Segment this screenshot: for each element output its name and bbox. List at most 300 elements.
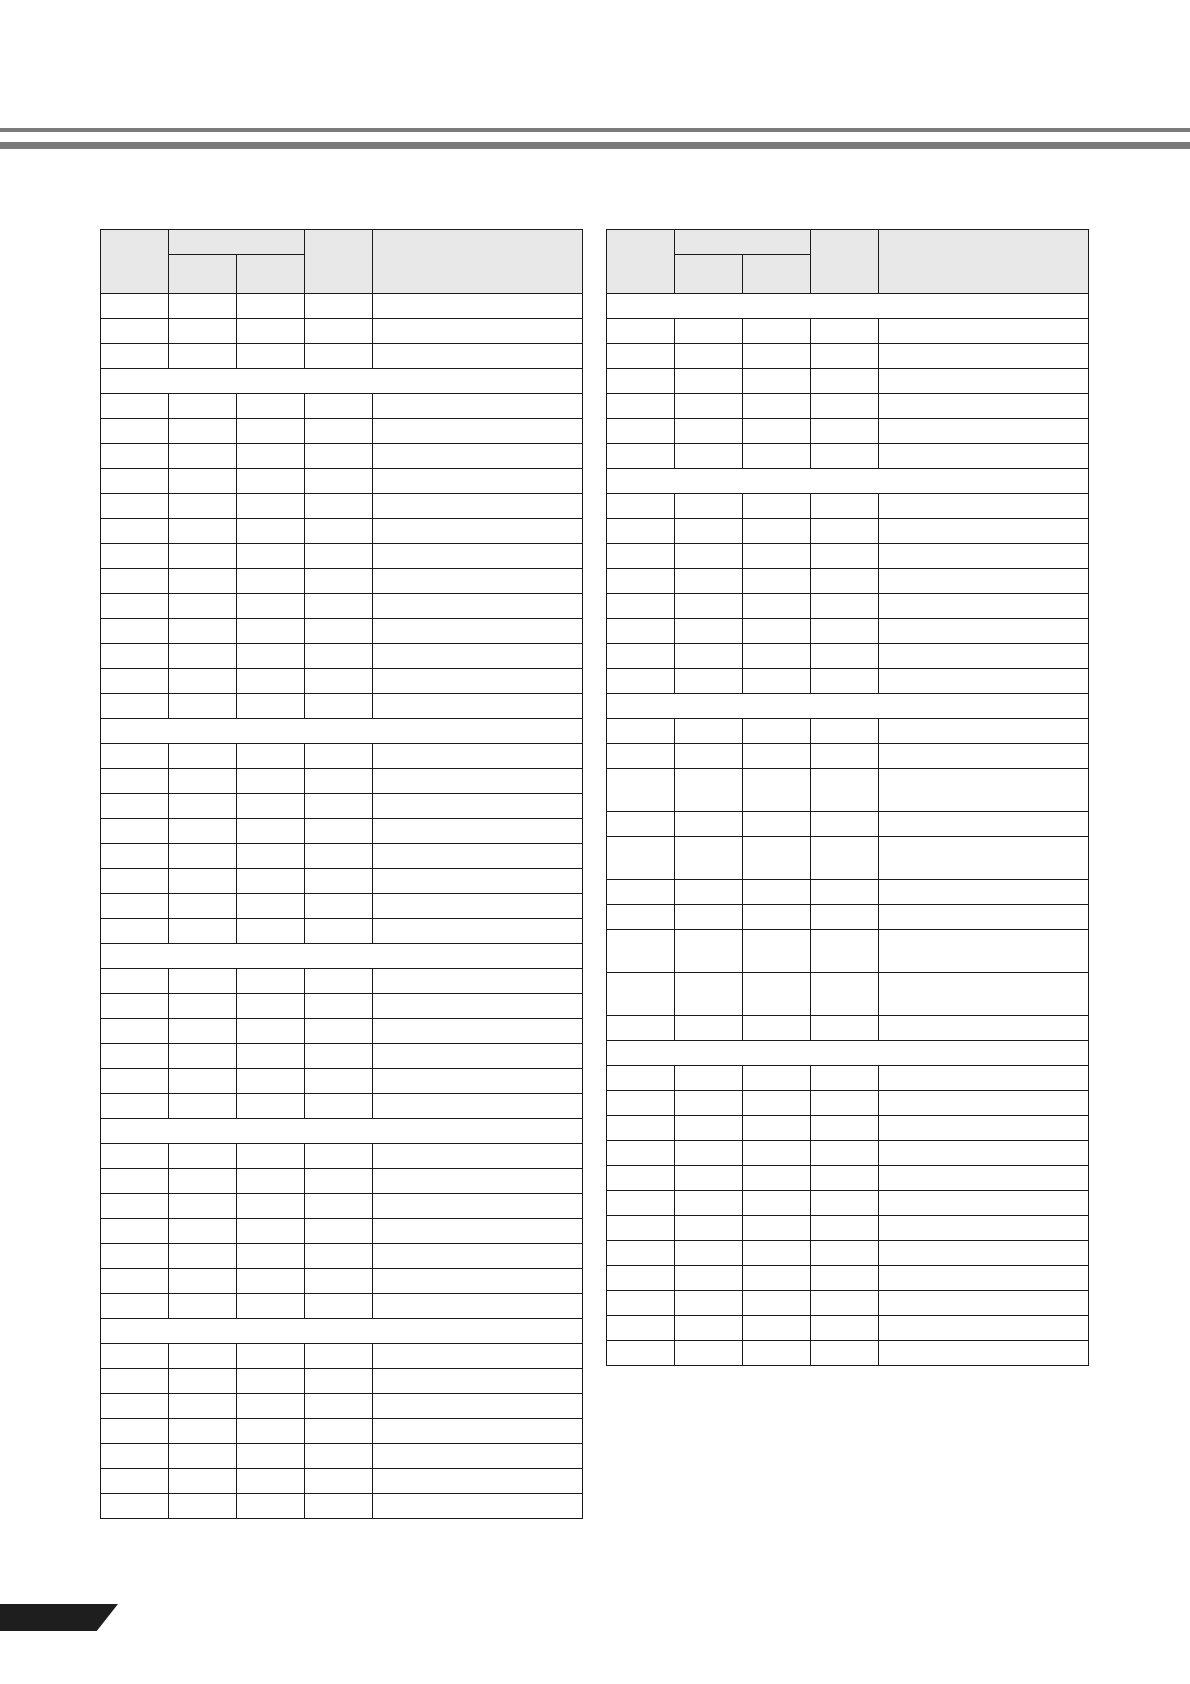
table-row (101, 1344, 583, 1369)
table-cell (101, 1019, 169, 1044)
table-cell (305, 894, 373, 919)
table-cell (237, 419, 305, 444)
table-cell (879, 769, 1089, 812)
table-cell (373, 819, 583, 844)
table-cell (675, 1291, 743, 1316)
table-cell (101, 494, 169, 519)
section-row (101, 944, 583, 969)
table-cell (101, 319, 169, 344)
table-cell (607, 544, 675, 569)
table-cell (237, 1294, 305, 1319)
table-cell (811, 769, 879, 812)
table-row (607, 494, 1089, 519)
table-cell (607, 905, 675, 930)
table-row (101, 1194, 583, 1219)
table-cell (373, 594, 583, 619)
table-cell (101, 1344, 169, 1369)
table-cell (373, 969, 583, 994)
table-cell (305, 1344, 373, 1369)
table-cell (373, 744, 583, 769)
table-cell (607, 519, 675, 544)
table-row (101, 819, 583, 844)
table-cell (169, 494, 237, 519)
table-cell (305, 844, 373, 869)
table-row (101, 1169, 583, 1194)
header-col-4 (305, 230, 373, 294)
table-cell (675, 1016, 743, 1041)
table-cell (237, 794, 305, 819)
table-cell (101, 569, 169, 594)
table-cell (305, 344, 373, 369)
table-cell (373, 1094, 583, 1119)
table-cell (879, 569, 1089, 594)
table-row (101, 1244, 583, 1269)
table-cell (675, 594, 743, 619)
table-row (607, 644, 1089, 669)
table-cell (169, 819, 237, 844)
table-row (607, 905, 1089, 930)
table-cell (811, 719, 879, 744)
table-cell (811, 1016, 879, 1041)
table-cell (101, 644, 169, 669)
table-cell (169, 469, 237, 494)
table-cell (101, 619, 169, 644)
table-cell (879, 494, 1089, 519)
section-row (607, 469, 1089, 494)
table-cell (237, 1244, 305, 1269)
table-cell (879, 1266, 1089, 1291)
table-cell (237, 619, 305, 644)
table-row (607, 880, 1089, 905)
table-cell (237, 1494, 305, 1519)
table-row (607, 1341, 1089, 1366)
table-cell (675, 905, 743, 930)
table-cell (879, 1291, 1089, 1316)
table-cell (743, 812, 811, 837)
header-rule-thin (0, 128, 1190, 132)
table-row (101, 919, 583, 944)
table-cell (305, 869, 373, 894)
table-cell (101, 469, 169, 494)
table-cell (373, 1444, 583, 1469)
table-cell (811, 880, 879, 905)
table-row (607, 744, 1089, 769)
table-cell (169, 969, 237, 994)
table-cell (237, 819, 305, 844)
table-cell (237, 1269, 305, 1294)
table-cell (169, 994, 237, 1019)
table-cell (373, 894, 583, 919)
table-cell (675, 930, 743, 973)
table-cell (305, 469, 373, 494)
table-row (101, 1394, 583, 1419)
table-cell (879, 1116, 1089, 1141)
table-cell (237, 1469, 305, 1494)
table-cell (675, 973, 743, 1016)
table-cell (169, 444, 237, 469)
table-cell (373, 1344, 583, 1369)
table-cell (101, 1269, 169, 1294)
table-cell (373, 1144, 583, 1169)
table-cell (743, 1291, 811, 1316)
table-cell (607, 344, 675, 369)
table-cell (305, 494, 373, 519)
table-cell (373, 419, 583, 444)
table-cell (743, 905, 811, 930)
right-table (606, 229, 1089, 1366)
table-cell (373, 644, 583, 669)
table-row (101, 594, 583, 619)
table-cell (101, 544, 169, 569)
section-label (607, 294, 1089, 319)
table-cell (373, 1044, 583, 1069)
table-row (101, 1269, 583, 1294)
table-cell (305, 1094, 373, 1119)
table-cell (169, 1194, 237, 1219)
table-cell (169, 1294, 237, 1319)
table-cell (811, 1241, 879, 1266)
table-cell (607, 769, 675, 812)
table-cell (743, 594, 811, 619)
table-cell (373, 694, 583, 719)
table-cell (607, 880, 675, 905)
table-cell (675, 419, 743, 444)
table-cell (675, 812, 743, 837)
table-cell (607, 419, 675, 444)
table-cell (101, 994, 169, 1019)
table-cell (305, 1444, 373, 1469)
table-cell (101, 969, 169, 994)
table-cell (237, 694, 305, 719)
table-cell (675, 619, 743, 644)
table-row (101, 969, 583, 994)
table-cell (675, 1216, 743, 1241)
table-cell (237, 519, 305, 544)
table-row (101, 494, 583, 519)
table-cell (305, 994, 373, 1019)
table-cell (101, 669, 169, 694)
table-cell (743, 319, 811, 344)
table-cell (607, 1191, 675, 1216)
table-row (607, 930, 1089, 973)
table-cell (169, 844, 237, 869)
table-cell (811, 1191, 879, 1216)
table-row (607, 1241, 1089, 1266)
table-cell (305, 1044, 373, 1069)
table-cell (305, 819, 373, 844)
table-cell (811, 1291, 879, 1316)
table-row (607, 669, 1089, 694)
table-cell (305, 419, 373, 444)
table-cell (879, 344, 1089, 369)
table-cell (743, 1091, 811, 1116)
table-cell (101, 419, 169, 444)
table-cell (743, 519, 811, 544)
table-cell (675, 1091, 743, 1116)
table-cell (101, 1044, 169, 1069)
table-row (101, 419, 583, 444)
table-row (607, 1141, 1089, 1166)
table-cell (879, 594, 1089, 619)
table-cell (373, 1369, 583, 1394)
table-cell (879, 669, 1089, 694)
section-label (101, 719, 583, 744)
table-row (101, 769, 583, 794)
table-cell (879, 1016, 1089, 1041)
table-cell (607, 1266, 675, 1291)
table-cell (743, 1066, 811, 1091)
table-cell (101, 869, 169, 894)
table-cell (373, 1494, 583, 1519)
table-row (607, 1066, 1089, 1091)
section-row (101, 719, 583, 744)
table-cell (373, 1219, 583, 1244)
table-cell (743, 744, 811, 769)
table-cell (743, 394, 811, 419)
table-cell (169, 319, 237, 344)
section-label (101, 1319, 583, 1344)
table-row (607, 1016, 1089, 1041)
table-row (101, 1469, 583, 1494)
header-sub-2 (237, 255, 305, 294)
table-cell (373, 919, 583, 944)
table-cell (879, 1216, 1089, 1241)
table-cell (373, 669, 583, 694)
table-cell (675, 444, 743, 469)
table-row (101, 1069, 583, 1094)
table-cell (811, 1316, 879, 1341)
table-cell (743, 719, 811, 744)
table-cell (811, 569, 879, 594)
table-cell (169, 1269, 237, 1294)
table-cell (305, 744, 373, 769)
table-cell (675, 344, 743, 369)
table-cell (237, 319, 305, 344)
table-cell (305, 569, 373, 594)
table-cell (305, 1369, 373, 1394)
table-cell (101, 519, 169, 544)
table-cell (675, 569, 743, 594)
table-cell (101, 844, 169, 869)
section-row (607, 694, 1089, 719)
table-cell (169, 1244, 237, 1269)
table-cell (101, 1219, 169, 1244)
table-cell (169, 594, 237, 619)
table-cell (169, 1419, 237, 1444)
table-cell (169, 894, 237, 919)
table-row (101, 1294, 583, 1319)
table-cell (373, 1294, 583, 1319)
table-cell (811, 444, 879, 469)
table-row (607, 569, 1089, 594)
table-row (607, 519, 1089, 544)
table-cell (811, 419, 879, 444)
table-cell (305, 969, 373, 994)
table-cell (237, 569, 305, 594)
table-cell (237, 294, 305, 319)
section-row (607, 1041, 1089, 1066)
table-cell (607, 669, 675, 694)
table-cell (811, 1066, 879, 1091)
table-cell (237, 1169, 305, 1194)
table-cell (237, 1419, 305, 1444)
table-cell (169, 1069, 237, 1094)
table-cell (811, 1216, 879, 1241)
table-cell (675, 494, 743, 519)
table-cell (811, 1141, 879, 1166)
table-row (101, 794, 583, 819)
table-cell (811, 344, 879, 369)
table-cell (811, 544, 879, 569)
table-cell (169, 519, 237, 544)
table-cell (169, 419, 237, 444)
table-cell (101, 1069, 169, 1094)
table-row (101, 619, 583, 644)
table-row (607, 394, 1089, 419)
table-row (607, 444, 1089, 469)
table-cell (675, 719, 743, 744)
table-cell (305, 644, 373, 669)
table-cell (169, 694, 237, 719)
table-cell (237, 969, 305, 994)
table-cell (675, 1066, 743, 1091)
table-cell (237, 894, 305, 919)
table-cell (305, 1469, 373, 1494)
table-cell (237, 844, 305, 869)
header-group (675, 230, 811, 255)
table-cell (879, 812, 1089, 837)
table-row (607, 419, 1089, 444)
table-cell (607, 1241, 675, 1266)
table-row (101, 1494, 583, 1519)
table-cell (169, 769, 237, 794)
table-row (607, 812, 1089, 837)
table-cell (675, 1116, 743, 1141)
table-row (101, 319, 583, 344)
table-cell (743, 369, 811, 394)
table-cell (373, 1169, 583, 1194)
table-cell (811, 669, 879, 694)
section-label (101, 944, 583, 969)
table-row (607, 1166, 1089, 1191)
table-cell (169, 394, 237, 419)
section-label (607, 694, 1089, 719)
table-cell (675, 744, 743, 769)
table-row (101, 544, 583, 569)
table-cell (675, 1316, 743, 1341)
table-row (101, 694, 583, 719)
table-cell (743, 1316, 811, 1341)
table-cell (811, 619, 879, 644)
section-row (101, 1119, 583, 1144)
table-cell (101, 819, 169, 844)
table-row (101, 519, 583, 544)
table-cell (743, 1191, 811, 1216)
table-cell (811, 644, 879, 669)
section-row (101, 1319, 583, 1344)
table-cell (743, 1016, 811, 1041)
table-cell (101, 1094, 169, 1119)
table-cell (607, 494, 675, 519)
table-cell (237, 644, 305, 669)
table-cell (879, 394, 1089, 419)
table-cell (607, 319, 675, 344)
table-cell (607, 1291, 675, 1316)
table-cell (305, 1194, 373, 1219)
table-cell (879, 1191, 1089, 1216)
table-cell (607, 444, 675, 469)
table-cell (237, 394, 305, 419)
table-row (607, 973, 1089, 1016)
table-cell (879, 1166, 1089, 1191)
table-cell (811, 744, 879, 769)
right-table-body (607, 294, 1089, 1366)
table-cell (169, 294, 237, 319)
table-row (101, 469, 583, 494)
table-cell (373, 1419, 583, 1444)
table-cell (879, 1316, 1089, 1341)
table-cell (169, 644, 237, 669)
table-cell (879, 369, 1089, 394)
table-cell (237, 494, 305, 519)
table-row (607, 719, 1089, 744)
table-cell (169, 869, 237, 894)
table-cell (675, 1191, 743, 1216)
table-cell (675, 837, 743, 880)
table-cell (675, 369, 743, 394)
table-cell (675, 1341, 743, 1366)
table-cell (237, 1094, 305, 1119)
table-cell (743, 644, 811, 669)
table-cell (305, 619, 373, 644)
table-row (101, 1419, 583, 1444)
table-cell (879, 1066, 1089, 1091)
table-cell (743, 619, 811, 644)
table-row (101, 1019, 583, 1044)
table-cell (879, 444, 1089, 469)
table-cell (811, 1341, 879, 1366)
table-cell (743, 669, 811, 694)
table-cell (373, 444, 583, 469)
table-cell (743, 1266, 811, 1291)
table-cell (305, 1069, 373, 1094)
table-cell (607, 644, 675, 669)
header-sub-1 (675, 255, 743, 294)
table-cell (675, 394, 743, 419)
table-cell (879, 837, 1089, 880)
table-cell (879, 619, 1089, 644)
header-col-5 (879, 230, 1089, 294)
table-cell (373, 394, 583, 419)
table-cell (101, 769, 169, 794)
table-cell (373, 469, 583, 494)
header-sub-1 (169, 255, 237, 294)
table-row (607, 769, 1089, 812)
table-cell (743, 419, 811, 444)
table-cell (237, 1219, 305, 1244)
table-cell (373, 769, 583, 794)
table-cell (305, 769, 373, 794)
table-cell (607, 1016, 675, 1041)
table-cell (607, 973, 675, 1016)
table-cell (743, 569, 811, 594)
table-row (101, 869, 583, 894)
table-cell (879, 544, 1089, 569)
table-cell (743, 930, 811, 973)
table-cell (169, 344, 237, 369)
table-row (607, 319, 1089, 344)
table-cell (743, 973, 811, 1016)
